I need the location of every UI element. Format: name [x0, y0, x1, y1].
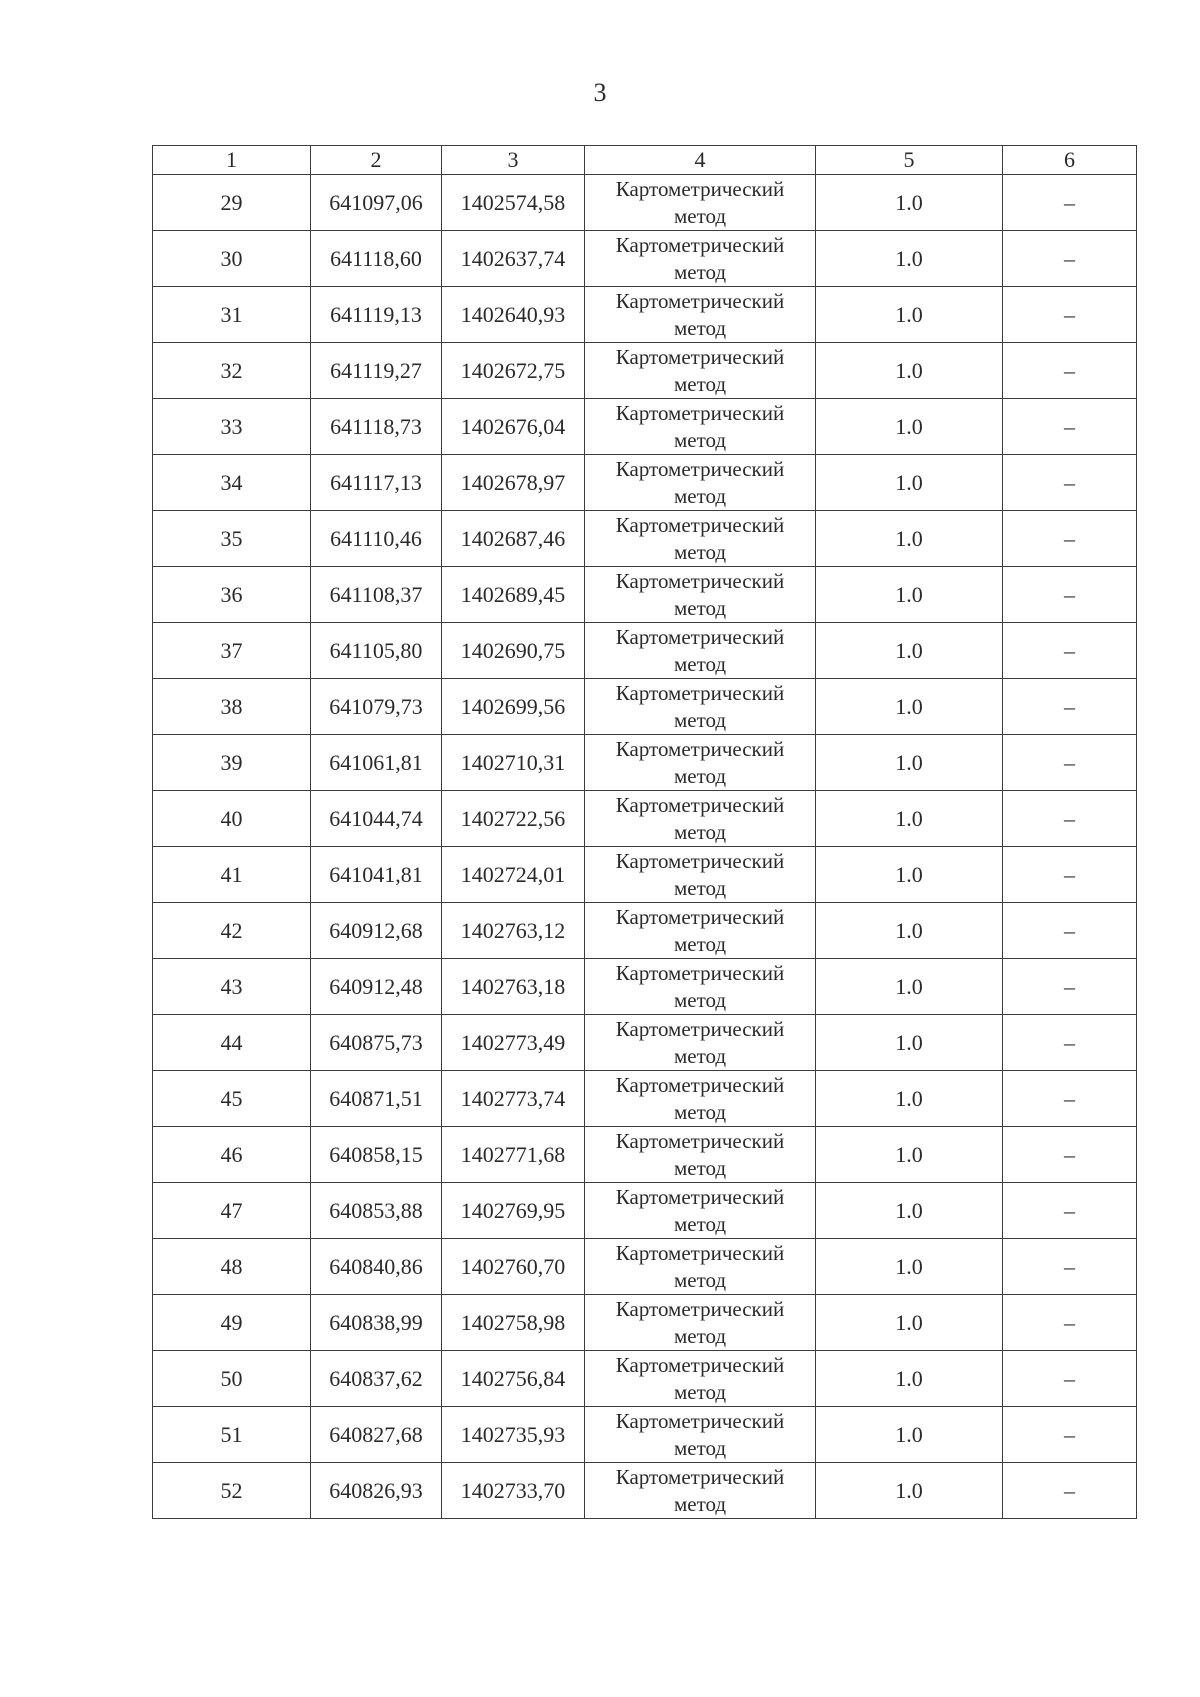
- method-text-line1: Картометрический: [615, 736, 785, 761]
- method-text-line1: Картометрический: [615, 848, 785, 873]
- method-text-line2: метод: [673, 651, 727, 676]
- note-value: –: [1003, 735, 1137, 791]
- coordinate-y: 1402735,93: [442, 1407, 585, 1463]
- coordinate-x: 641097,06: [311, 175, 442, 231]
- method-text-line2: метод: [673, 203, 727, 228]
- method-text-line2: метод: [673, 483, 727, 508]
- table-row: [153, 1463, 1137, 1519]
- accuracy-value: 1.0: [816, 1351, 1003, 1407]
- note-value: –: [1003, 1127, 1137, 1183]
- accuracy-value: 1.0: [816, 1127, 1003, 1183]
- method-cell: [585, 511, 816, 567]
- table-row: [153, 287, 1137, 343]
- method-cell: [585, 623, 816, 679]
- point-number: 44: [153, 1015, 311, 1071]
- table-row: [153, 1351, 1137, 1407]
- point-number: 33: [153, 399, 311, 455]
- point-number: 49: [153, 1295, 311, 1351]
- coordinate-x: 641108,37: [311, 567, 442, 623]
- coordinate-y: 1402710,31: [442, 735, 585, 791]
- coordinate-y: 1402678,97: [442, 455, 585, 511]
- table-row: [153, 399, 1137, 455]
- coordinate-y: 1402672,75: [442, 343, 585, 399]
- point-number: 46: [153, 1127, 311, 1183]
- coordinate-x: 640853,88: [311, 1183, 442, 1239]
- accuracy-value: 1.0: [816, 399, 1003, 455]
- coordinate-y: 1402773,74: [442, 1071, 585, 1127]
- table-row: [153, 623, 1137, 679]
- method-text-line2: метод: [673, 819, 727, 844]
- coordinate-y: 1402724,01: [442, 847, 585, 903]
- method-cell: [585, 567, 816, 623]
- method-text-line2: метод: [673, 1155, 727, 1180]
- method-text-line2: метод: [673, 315, 727, 340]
- coordinate-y: 1402758,98: [442, 1295, 585, 1351]
- accuracy-value: 1.0: [816, 1071, 1003, 1127]
- coordinate-y: 1402763,18: [442, 959, 585, 1015]
- method-text-line2: метод: [673, 427, 727, 452]
- method-text-line2: метод: [673, 1043, 727, 1068]
- table-row: [153, 903, 1137, 959]
- coordinate-x: 641041,81: [311, 847, 442, 903]
- method-cell: [585, 343, 816, 399]
- accuracy-value: 1.0: [816, 623, 1003, 679]
- method-text-line2: метод: [673, 595, 727, 620]
- note-value: –: [1003, 511, 1137, 567]
- coordinate-y: 1402771,68: [442, 1127, 585, 1183]
- coordinate-y: 1402773,49: [442, 1015, 585, 1071]
- method-text-line2: метод: [673, 1435, 727, 1460]
- note-value: –: [1003, 1351, 1137, 1407]
- accuracy-value: 1.0: [816, 959, 1003, 1015]
- table-row: [153, 1183, 1137, 1239]
- accuracy-value: 1.0: [816, 231, 1003, 287]
- note-value: –: [1003, 679, 1137, 735]
- accuracy-value: 1.0: [816, 847, 1003, 903]
- method-text-line1: Картометрический: [615, 1072, 785, 1097]
- method-cell: [585, 1127, 816, 1183]
- note-value: –: [1003, 1407, 1137, 1463]
- method-text-line2: метод: [673, 1323, 727, 1348]
- table-row: [153, 1295, 1137, 1351]
- header-col-1: 1: [153, 146, 311, 175]
- method-text-line1: Картометрический: [615, 1296, 785, 1321]
- accuracy-value: 1.0: [816, 1239, 1003, 1295]
- table-row: [153, 175, 1137, 231]
- note-value: –: [1003, 1295, 1137, 1351]
- point-number: 42: [153, 903, 311, 959]
- note-value: –: [1003, 791, 1137, 847]
- table-body: [153, 175, 1137, 1519]
- method-text-line2: метод: [673, 763, 727, 788]
- method-text-line2: метод: [673, 1211, 727, 1236]
- method-text-line2: метод: [673, 371, 727, 396]
- method-text-line1: Картометрический: [615, 1016, 785, 1041]
- coordinate-x: 640871,51: [311, 1071, 442, 1127]
- method-cell: [585, 791, 816, 847]
- coordinate-y: 1402756,84: [442, 1351, 585, 1407]
- note-value: –: [1003, 287, 1137, 343]
- note-value: –: [1003, 1183, 1137, 1239]
- header-col-6: 6: [1003, 146, 1137, 175]
- method-text-line1: Картометрический: [615, 288, 785, 313]
- method-text-line1: Картометрический: [615, 512, 785, 537]
- table-row: [153, 847, 1137, 903]
- accuracy-value: 1.0: [816, 1407, 1003, 1463]
- table-row: [153, 343, 1137, 399]
- coordinate-x: 640912,48: [311, 959, 442, 1015]
- coordinate-x: 640827,68: [311, 1407, 442, 1463]
- method-cell: [585, 1295, 816, 1351]
- point-number: 37: [153, 623, 311, 679]
- table-row: [153, 567, 1137, 623]
- table-row: [153, 791, 1137, 847]
- coordinate-x: 640838,99: [311, 1295, 442, 1351]
- method-text-line1: Картометрический: [615, 344, 785, 369]
- method-text-line1: Картометрический: [615, 1464, 785, 1489]
- accuracy-value: 1.0: [816, 1463, 1003, 1519]
- accuracy-value: 1.0: [816, 455, 1003, 511]
- note-value: –: [1003, 1071, 1137, 1127]
- table-row: [153, 679, 1137, 735]
- method-cell: [585, 1015, 816, 1071]
- method-cell: [585, 175, 816, 231]
- method-text-line2: метод: [673, 259, 727, 284]
- point-number: 30: [153, 231, 311, 287]
- method-text-line1: Картометрический: [615, 1128, 785, 1153]
- table-row: [153, 1127, 1137, 1183]
- coordinate-x: 641044,74: [311, 791, 442, 847]
- coordinate-y: 1402699,56: [442, 679, 585, 735]
- method-cell: [585, 399, 816, 455]
- method-cell: [585, 903, 816, 959]
- method-text-line1: Картометрический: [615, 624, 785, 649]
- method-cell: [585, 1463, 816, 1519]
- coordinate-x: 640826,93: [311, 1463, 442, 1519]
- coordinate-x: 640912,68: [311, 903, 442, 959]
- accuracy-value: 1.0: [816, 903, 1003, 959]
- table-row: [153, 455, 1137, 511]
- coordinate-y: 1402689,45: [442, 567, 585, 623]
- method-text-line2: метод: [673, 931, 727, 956]
- table-header: [153, 146, 1137, 175]
- method-cell: [585, 847, 816, 903]
- method-text-line1: Картометрический: [615, 456, 785, 481]
- coordinate-x: 640875,73: [311, 1015, 442, 1071]
- method-cell: [585, 455, 816, 511]
- method-cell: [585, 1071, 816, 1127]
- note-value: –: [1003, 399, 1137, 455]
- method-cell: [585, 1183, 816, 1239]
- header-col-4: 4: [585, 146, 816, 175]
- method-text-line1: Картометрический: [615, 792, 785, 817]
- accuracy-value: 1.0: [816, 287, 1003, 343]
- method-cell: [585, 287, 816, 343]
- header-col-3: 3: [442, 146, 585, 175]
- header-col-2: 2: [311, 146, 442, 175]
- method-cell: [585, 231, 816, 287]
- coordinate-y: 1402676,04: [442, 399, 585, 455]
- table-row: [153, 231, 1137, 287]
- point-number: 47: [153, 1183, 311, 1239]
- method-text-line1: Картометрический: [615, 400, 785, 425]
- point-number: 32: [153, 343, 311, 399]
- accuracy-value: 1.0: [816, 343, 1003, 399]
- method-text-line1: Картометрический: [615, 904, 785, 929]
- method-text-line1: Картометрический: [615, 1240, 785, 1265]
- note-value: –: [1003, 231, 1137, 287]
- method-text-line2: метод: [673, 707, 727, 732]
- coordinate-x: 641061,81: [311, 735, 442, 791]
- method-text-line1: Картометрический: [615, 680, 785, 705]
- method-text-line2: метод: [673, 987, 727, 1012]
- coordinate-x: 641118,60: [311, 231, 442, 287]
- method-text-line1: Картометрический: [615, 232, 785, 257]
- note-value: –: [1003, 343, 1137, 399]
- coordinate-x: 640840,86: [311, 1239, 442, 1295]
- coordinate-x: 641105,80: [311, 623, 442, 679]
- coordinate-y: 1402690,75: [442, 623, 585, 679]
- coordinate-y: 1402733,70: [442, 1463, 585, 1519]
- point-number: 48: [153, 1239, 311, 1295]
- note-value: –: [1003, 567, 1137, 623]
- table-row: [153, 1015, 1137, 1071]
- coordinate-x: 641119,13: [311, 287, 442, 343]
- coordinate-x: 641117,13: [311, 455, 442, 511]
- method-text-line2: метод: [673, 1491, 727, 1516]
- point-number: 35: [153, 511, 311, 567]
- accuracy-value: 1.0: [816, 567, 1003, 623]
- method-text-line1: Картометрический: [615, 960, 785, 985]
- point-number: 40: [153, 791, 311, 847]
- point-number: 43: [153, 959, 311, 1015]
- coordinate-x: 640858,15: [311, 1127, 442, 1183]
- note-value: –: [1003, 959, 1137, 1015]
- coordinate-y: 1402760,70: [442, 1239, 585, 1295]
- method-text-line1: Картометрический: [615, 1352, 785, 1377]
- accuracy-value: 1.0: [816, 511, 1003, 567]
- point-number: 45: [153, 1071, 311, 1127]
- page-number: 3: [593, 78, 607, 107]
- method-cell: [585, 735, 816, 791]
- coordinate-x: 641118,73: [311, 399, 442, 455]
- header-row: [153, 146, 1137, 175]
- coordinate-x: 641110,46: [311, 511, 442, 567]
- coordinate-y: 1402574,58: [442, 175, 585, 231]
- note-value: –: [1003, 1239, 1137, 1295]
- method-text-line2: метод: [673, 1099, 727, 1124]
- method-text-line1: Картометрический: [615, 568, 785, 593]
- coordinates-table: [152, 145, 1137, 1519]
- method-text-line2: метод: [673, 539, 727, 564]
- coordinate-y: 1402769,95: [442, 1183, 585, 1239]
- note-value: –: [1003, 903, 1137, 959]
- point-number: 51: [153, 1407, 311, 1463]
- point-number: 41: [153, 847, 311, 903]
- method-cell: [585, 1351, 816, 1407]
- accuracy-value: 1.0: [816, 679, 1003, 735]
- point-number: 34: [153, 455, 311, 511]
- point-number: 52: [153, 1463, 311, 1519]
- accuracy-value: 1.0: [816, 1183, 1003, 1239]
- table-row: [153, 1071, 1137, 1127]
- header-col-5: 5: [816, 146, 1003, 175]
- accuracy-value: 1.0: [816, 175, 1003, 231]
- method-text-line2: метод: [673, 1267, 727, 1292]
- method-cell: [585, 959, 816, 1015]
- table-row: [153, 959, 1137, 1015]
- method-cell: [585, 679, 816, 735]
- accuracy-value: 1.0: [816, 735, 1003, 791]
- point-number: 39: [153, 735, 311, 791]
- point-number: 29: [153, 175, 311, 231]
- accuracy-value: 1.0: [816, 1295, 1003, 1351]
- point-number: 50: [153, 1351, 311, 1407]
- table-row: [153, 511, 1137, 567]
- point-number: 38: [153, 679, 311, 735]
- coordinate-y: 1402687,46: [442, 511, 585, 567]
- note-value: –: [1003, 455, 1137, 511]
- method-text-line2: метод: [673, 1379, 727, 1404]
- table-row: [153, 1239, 1137, 1295]
- method-text-line2: метод: [673, 875, 727, 900]
- note-value: –: [1003, 847, 1137, 903]
- accuracy-value: 1.0: [816, 1015, 1003, 1071]
- accuracy-value: 1.0: [816, 791, 1003, 847]
- note-value: –: [1003, 1463, 1137, 1519]
- method-text-line1: Картометрический: [615, 1408, 785, 1433]
- note-value: –: [1003, 175, 1137, 231]
- coordinate-y: 1402763,12: [442, 903, 585, 959]
- coordinate-y: 1402640,93: [442, 287, 585, 343]
- note-value: –: [1003, 623, 1137, 679]
- method-text-line1: Картометрический: [615, 176, 785, 201]
- coordinate-x: 640837,62: [311, 1351, 442, 1407]
- method-cell: [585, 1239, 816, 1295]
- note-value: –: [1003, 1015, 1137, 1071]
- coordinate-x: 641119,27: [311, 343, 442, 399]
- point-number: 36: [153, 567, 311, 623]
- point-number: 31: [153, 287, 311, 343]
- coordinate-x: 641079,73: [311, 679, 442, 735]
- method-cell: [585, 1407, 816, 1463]
- table-row: [153, 1407, 1137, 1463]
- coordinate-y: 1402722,56: [442, 791, 585, 847]
- coordinate-y: 1402637,74: [442, 231, 585, 287]
- table-row: [153, 735, 1137, 791]
- method-text-line1: Картометрический: [615, 1184, 785, 1209]
